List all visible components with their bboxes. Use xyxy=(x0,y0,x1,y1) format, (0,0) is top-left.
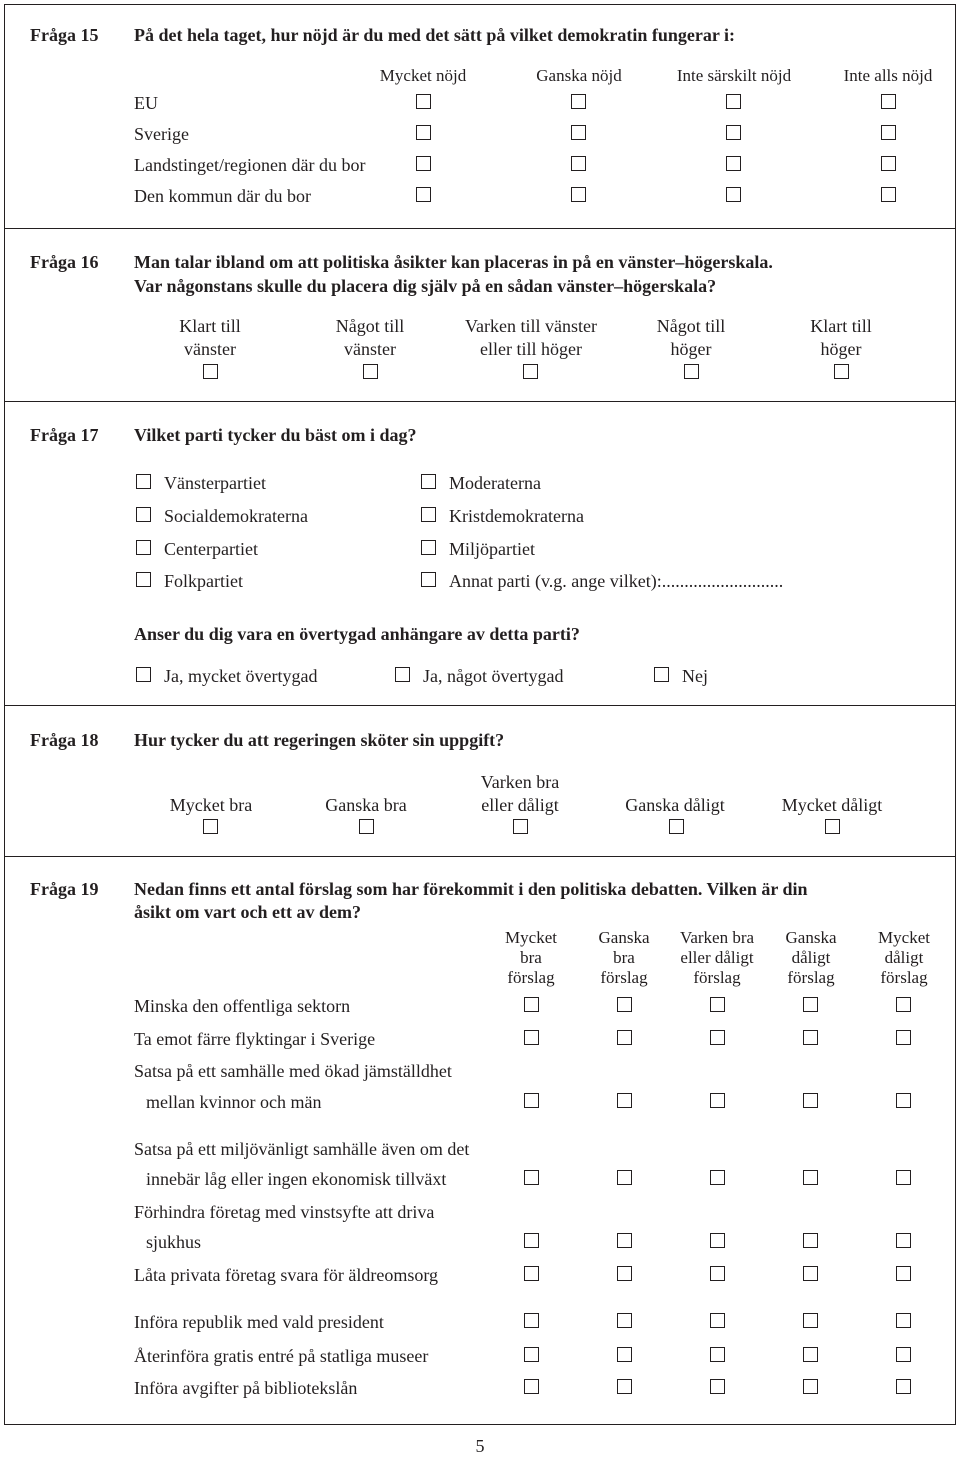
question-text: Nedan finns ett antal förslag som har förekommit i den politiska debatten. Vilken är din xyxy=(134,879,808,899)
checkbox[interactable] xyxy=(803,1347,818,1362)
section-divider xyxy=(5,228,955,229)
followup-option: Ja, mycket övertygad xyxy=(164,666,318,686)
column-header: Ganska xyxy=(785,928,837,947)
checkbox[interactable] xyxy=(416,94,431,109)
checkbox[interactable] xyxy=(669,819,684,834)
checkbox[interactable] xyxy=(617,1233,632,1248)
followup-option: Ja, något övertygad xyxy=(423,666,564,686)
checkbox[interactable] xyxy=(881,125,896,140)
question-number: Fråga 15 xyxy=(30,25,99,45)
checkbox[interactable] xyxy=(136,572,151,587)
scale-label: Varken bra xyxy=(480,772,560,792)
checkbox[interactable] xyxy=(896,1233,911,1248)
question-number: Fråga 19 xyxy=(30,879,99,899)
question-text: åsikt om vart och ett av dem? xyxy=(134,902,361,922)
checkbox[interactable] xyxy=(710,1347,725,1362)
question-text: Man talar ibland om att politiska åsikter kan placeras in på en vänster–högerskala. xyxy=(134,252,773,272)
scale-label: Något till xyxy=(656,316,726,336)
scale-label: Ganska dåligt xyxy=(625,795,725,815)
checkbox[interactable] xyxy=(710,1266,725,1281)
column-header: dåligt xyxy=(791,948,831,967)
checkbox[interactable] xyxy=(136,667,151,682)
checkbox[interactable] xyxy=(896,1093,911,1108)
section-divider xyxy=(5,705,955,706)
column-header: förslag xyxy=(693,968,741,987)
checkbox[interactable] xyxy=(524,1030,539,1045)
checkbox[interactable] xyxy=(617,1347,632,1362)
row-label: EU xyxy=(134,93,158,113)
column-header: bra xyxy=(520,948,542,967)
checkbox[interactable] xyxy=(524,1379,539,1394)
column-header: Inte alls nöjd xyxy=(843,66,933,85)
checkbox[interactable] xyxy=(617,1313,632,1328)
column-header: Inte särskilt nöjd xyxy=(676,66,792,85)
row-label: Den kommun där du bor xyxy=(134,186,311,206)
checkbox[interactable] xyxy=(896,1313,911,1328)
checkbox[interactable] xyxy=(203,819,218,834)
proposal-label: Återinföra gratis entré på statliga museer xyxy=(134,1346,429,1366)
proposal-label: Minska den offentliga sektorn xyxy=(134,996,351,1016)
checkbox[interactable] xyxy=(726,125,741,140)
checkbox[interactable] xyxy=(421,507,436,522)
checkbox[interactable] xyxy=(571,156,586,171)
checkbox[interactable] xyxy=(617,1379,632,1394)
party-option: Miljöpartiet xyxy=(449,539,535,559)
checkbox[interactable] xyxy=(617,1170,632,1185)
checkbox[interactable] xyxy=(710,1313,725,1328)
question-text: På det hela taget, hur nöjd är du med det sätt på vilket demokratin fungerar i: xyxy=(134,25,735,45)
column-header: dåligt xyxy=(884,948,924,967)
column-header: Ganska nöjd xyxy=(536,66,622,85)
checkbox[interactable] xyxy=(710,1233,725,1248)
checkbox[interactable] xyxy=(896,1030,911,1045)
checkbox[interactable] xyxy=(617,1030,632,1045)
column-header: Mycket nöjd xyxy=(379,66,467,85)
party-option: Vänsterpartiet xyxy=(164,473,266,493)
checkbox[interactable] xyxy=(710,997,725,1012)
checkbox[interactable] xyxy=(803,1170,818,1185)
column-header: Mycket xyxy=(505,928,557,947)
scale-label: Ganska bra xyxy=(325,795,407,815)
scale-label: eller dåligt xyxy=(481,795,559,815)
scale-label: Klart till xyxy=(810,316,872,336)
checkbox[interactable] xyxy=(881,94,896,109)
checkbox[interactable] xyxy=(136,474,151,489)
checkbox[interactable] xyxy=(881,187,896,202)
checkbox[interactable] xyxy=(896,1170,911,1185)
scale-label: Klart till xyxy=(179,316,241,336)
checkbox[interactable] xyxy=(803,1313,818,1328)
scale-label: Mycket bra xyxy=(169,795,253,815)
checkbox[interactable] xyxy=(710,1379,725,1394)
checkbox[interactable] xyxy=(710,1093,725,1108)
checkbox[interactable] xyxy=(803,1030,818,1045)
column-header: Mycket xyxy=(878,928,930,947)
checkbox[interactable] xyxy=(617,1093,632,1108)
checkbox[interactable] xyxy=(834,364,849,379)
checkbox[interactable] xyxy=(359,819,374,834)
column-header: förslag xyxy=(880,968,928,987)
checkbox[interactable] xyxy=(363,364,378,379)
checkbox[interactable] xyxy=(571,187,586,202)
column-header: förslag xyxy=(507,968,555,987)
section-divider xyxy=(5,856,955,857)
checkbox[interactable] xyxy=(136,507,151,522)
followup-option: Nej xyxy=(682,666,708,686)
scale-label: vänster xyxy=(344,339,396,359)
scale-label: höger xyxy=(670,339,712,359)
checkbox[interactable] xyxy=(896,997,911,1012)
checkbox[interactable] xyxy=(395,667,410,682)
checkbox[interactable] xyxy=(571,94,586,109)
checkbox[interactable] xyxy=(803,1266,818,1281)
party-option-other[interactable]: Annat parti (v.g. ange vilket):........................... xyxy=(449,571,784,591)
checkbox[interactable] xyxy=(617,1266,632,1281)
row-label: Sverige xyxy=(134,124,189,144)
checkbox[interactable] xyxy=(203,364,218,379)
checkbox[interactable] xyxy=(803,1379,818,1394)
checkbox[interactable] xyxy=(136,540,151,555)
question-number: Fråga 16 xyxy=(30,252,99,272)
proposal-label: Införa republik med vald president xyxy=(134,1312,384,1332)
proposal-label: Låta privata företag svara för äldreomsorg xyxy=(134,1265,439,1285)
proposal-label: Satsa på ett miljövänligt samhälle även om det xyxy=(134,1139,470,1159)
checkbox[interactable] xyxy=(710,1170,725,1185)
question-text: Vilket parti tycker du bäst om i dag? xyxy=(134,425,417,445)
checkbox[interactable] xyxy=(896,1379,911,1394)
column-header: förslag xyxy=(787,968,835,987)
party-option: Socialdemokraterna xyxy=(164,506,308,526)
scale-label: Mycket dåligt xyxy=(781,795,883,815)
checkbox[interactable] xyxy=(421,572,436,587)
page-number: 5 xyxy=(475,1436,485,1456)
proposal-label: sjukhus xyxy=(146,1232,202,1252)
column-header: eller dåligt xyxy=(680,948,754,967)
scale-label: Något till xyxy=(335,316,405,336)
checkbox[interactable] xyxy=(416,187,431,202)
checkbox[interactable] xyxy=(416,125,431,140)
checkbox[interactable] xyxy=(524,1233,539,1248)
checkbox[interactable] xyxy=(617,997,632,1012)
party-option: Moderaterna xyxy=(449,473,541,493)
checkbox[interactable] xyxy=(803,1093,818,1108)
checkbox[interactable] xyxy=(513,819,528,834)
question-number: Fråga 17 xyxy=(30,425,99,445)
party-option: Kristdemokraterna xyxy=(449,506,584,526)
column-header: bra xyxy=(613,948,635,967)
column-header: förslag xyxy=(600,968,648,987)
checkbox[interactable] xyxy=(421,540,436,555)
section-divider xyxy=(5,401,955,402)
checkbox[interactable] xyxy=(421,474,436,489)
proposal-label: Ta emot färre flyktingar i Sverige xyxy=(134,1029,376,1049)
checkbox[interactable] xyxy=(684,364,699,379)
proposal-label: Införa avgifter på bibliotekslån xyxy=(134,1378,358,1398)
scale-label: vänster xyxy=(184,339,236,359)
column-header: Varken bra xyxy=(679,928,755,947)
checkbox[interactable] xyxy=(524,997,539,1012)
checkbox[interactable] xyxy=(524,1313,539,1328)
scale-label: höger xyxy=(820,339,862,359)
question-number: Fråga 18 xyxy=(30,730,99,750)
checkbox[interactable] xyxy=(726,156,741,171)
checkbox[interactable] xyxy=(881,156,896,171)
party-option: Centerpartiet xyxy=(164,539,258,559)
checkbox[interactable] xyxy=(803,1233,818,1248)
followup-question: Anser du dig vara en övertygad anhängare av detta parti? xyxy=(134,624,580,644)
checkbox[interactable] xyxy=(710,1030,725,1045)
checkbox[interactable] xyxy=(896,1266,911,1281)
checkbox[interactable] xyxy=(726,94,741,109)
checkbox[interactable] xyxy=(524,1266,539,1281)
proposal-label: mellan kvinnor och män xyxy=(146,1092,322,1112)
checkbox[interactable] xyxy=(726,187,741,202)
question-text: Var någonstans skulle du placera dig själv på en sådan vänster–högerskala? xyxy=(134,276,717,296)
scale-label: eller till höger xyxy=(480,339,582,359)
row-label: Landstinget/regionen där du bor xyxy=(134,155,366,175)
checkbox[interactable] xyxy=(825,819,840,834)
checkbox[interactable] xyxy=(896,1347,911,1362)
checkbox[interactable] xyxy=(654,667,669,682)
proposal-label: Förhindra företag med vinstsyfte att driva xyxy=(134,1202,435,1222)
checkbox[interactable] xyxy=(571,125,586,140)
party-option: Folkpartiet xyxy=(164,571,243,591)
checkbox[interactable] xyxy=(524,1093,539,1108)
checkbox[interactable] xyxy=(524,1170,539,1185)
question-text: Hur tycker du att regeringen sköter sin uppgift? xyxy=(134,730,505,750)
proposal-label: Satsa på ett samhälle med ökad jämställdhet xyxy=(134,1061,452,1081)
scale-label: Varken till vänster xyxy=(465,316,597,336)
proposal-label: innebär låg eller ingen ekonomisk tillväxt xyxy=(146,1169,447,1189)
column-header: Ganska xyxy=(598,928,650,947)
checkbox[interactable] xyxy=(524,1347,539,1362)
checkbox[interactable] xyxy=(416,156,431,171)
checkbox[interactable] xyxy=(523,364,538,379)
checkbox[interactable] xyxy=(803,997,818,1012)
